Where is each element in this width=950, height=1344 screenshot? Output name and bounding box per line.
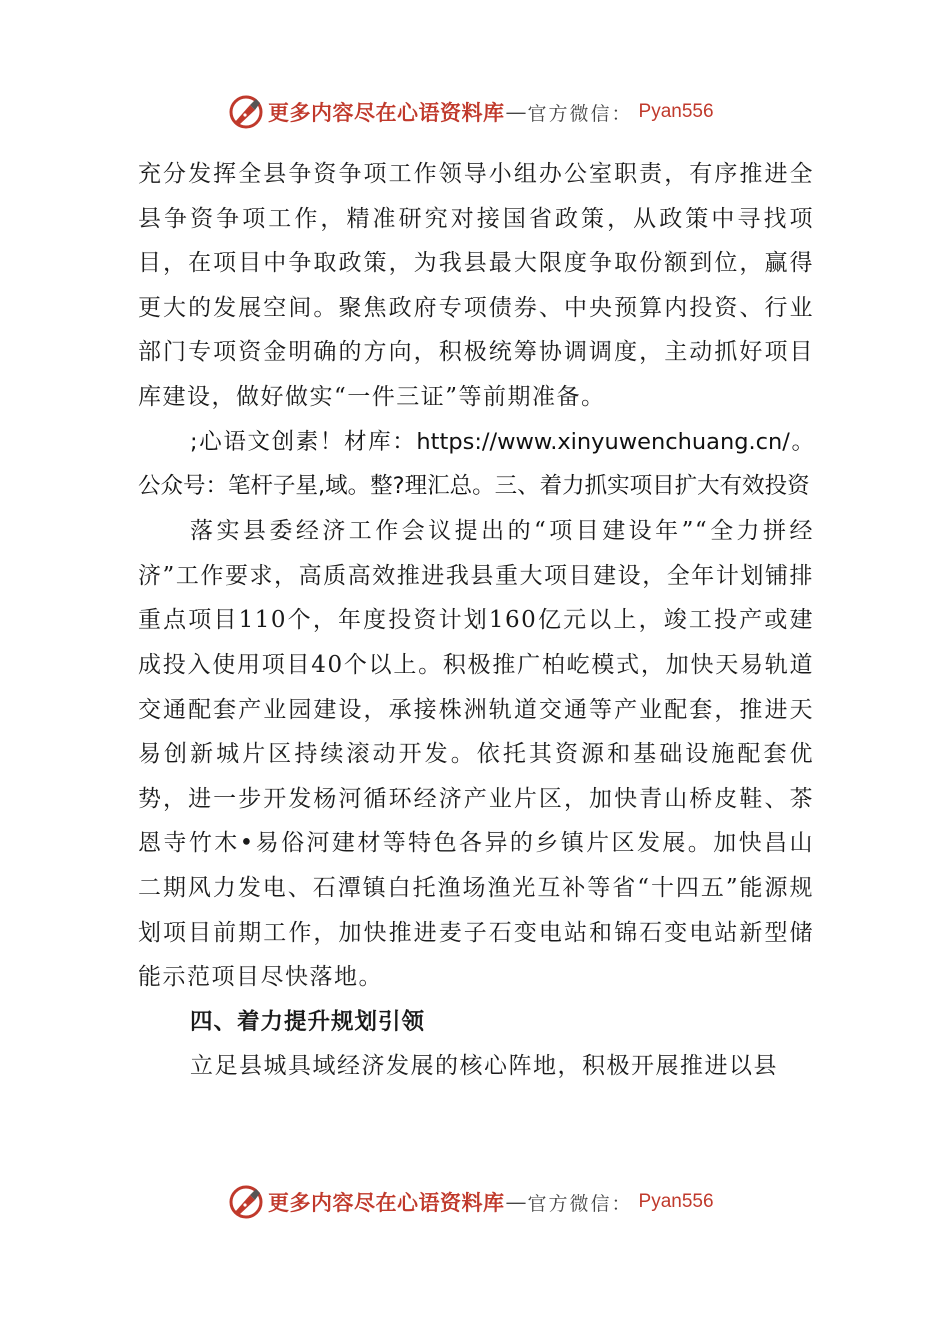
pen-nib-logo-icon — [226, 92, 266, 132]
banner-wechat-label: 官方微信： — [527, 1192, 633, 1215]
paragraph-3: 落实县委经济工作会议提出的“项目建设年”“全力拼经济”工作要求，高质高效推进我县重大项目建设，全年计划铺排重点项目110个，年度投资计划160亿元以上，竣工投产或建成投入使用项目40个以上。积极推广柏屹模式，加快天易轨道交通配套产业园建设，承接株洲轨道交通等产业配套，推进天易创新城片区持续滚动开发。依托其资源和基础设施配套优势，进一步开发杨河循环经济产业片区，加快青山桥皮鞋、茶恩寺竹木•易俗河建材等特色各异的乡镇片区发展。加快昌山二期风力发电、石潭镇白托渔场渔光互补等省“十四五”能源规划项目前期工作，加快推进麦子石变电站和锦石变电站新型储能示范项目尽快落地。 — [138, 518, 814, 991]
banner-slogan: 更多内容尽在心语资料库 — [268, 100, 505, 125]
paragraph-4: 立足县城具域经济发展的核心阵地，积极开展推进以县 — [190, 1053, 778, 1080]
document-body — [138, 152, 814, 1089]
paragraph-2-watermark-heading: ;心语文创素！材库：https://www.xinyuwenchuang.cn/。公众号：笔杆子星,域。整?理汇总。三、着力抓实项目扩大有效投资 — [138, 428, 814, 500]
pen-nib-logo-icon — [226, 1182, 266, 1222]
banner-slogan: 更多内容尽在心语资料库 — [268, 1190, 505, 1215]
banner-wechat-label: 官方微信： — [527, 102, 633, 125]
banner-wechat-id: Pyan556 — [638, 101, 714, 122]
section-heading-4: 四、着力提升规划引领 — [190, 1008, 426, 1035]
banner-dash: — — [505, 1190, 527, 1214]
footer-banner — [0, 1182, 950, 1222]
banner-dash: — — [505, 100, 527, 124]
banner-wechat-id: Pyan556 — [638, 1191, 714, 1212]
paragraph-1: 充分发挥全县争资争项工作领导小组办公室职责，有序推进全县争资争项工作，精准研究对接国省政策，从政策中寻找项目，在项目中争取政策，为我县最大限度争取份额到位，赢得更大的发展空间。聚焦政府专项债券、中央预算内投资、行业部门专项资金明确的方向，积极统筹协调调度，主动抓好项目库建设，做好做实“一件三证”等前期准备。 — [138, 161, 814, 410]
header-banner — [0, 92, 950, 132]
